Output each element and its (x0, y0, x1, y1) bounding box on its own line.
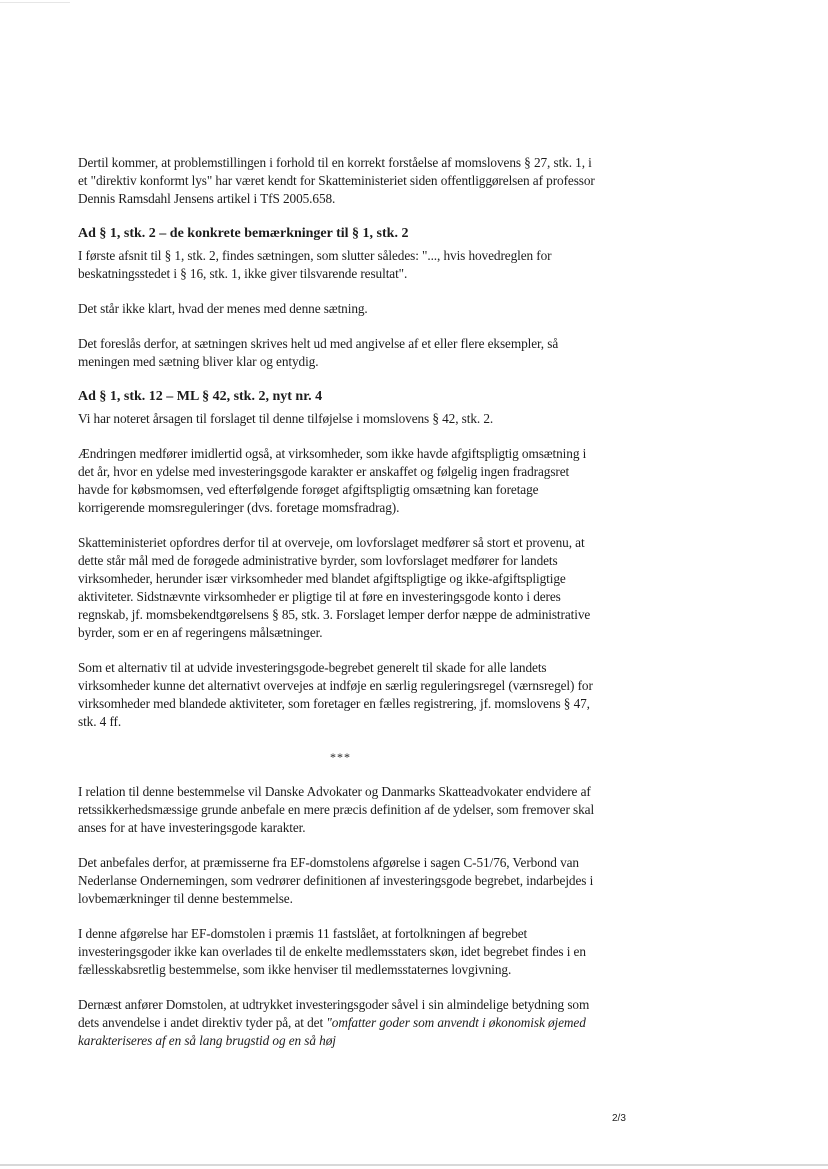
scan-top-edge (0, 2, 70, 3)
paragraph-ministry: Skatteministeriet opfordres derfor til at overveje, om lovforslaget medfører så stort et provenu, at dette står mål med de forøgede administrative byrder, som lovforslaget medfører for landets virksomheder, herunder især virksomheder med blandet afgiftspligtige og ikke-afgiftspligtige aktiviteter. Sidstnævnte virksomheder er pligtige til at føre en investeringsgode konto i deres regnskab, jf. momsbekendtgørelsens § 85, stk. 3. Forslaget lemper derfor næppe de administrative byrder, som er en af regeringens målsætninger. (78, 535, 591, 640)
document-body (78, 154, 603, 1067)
paragraph-change: Ændringen medfører imidlertid også, at virksomheder, som ikke havde afgiftspligtig omsætning i det år, hvor en ydelse med investeringsgode karakter er anskaffet og følgelig ingen fradragsret havde for købsmomsen, ved efterfølgende forøget afgiftspligtig omsætning kan foretage korrigerende momsreguleringer (dvs. foretage momsfradrag). (78, 446, 587, 515)
paragraph-alternative: Som et alternativ til at udvide investeringsgode-begrebet generelt til skade for alle landets virksomheder kunne det alternativt overvejes at indføje en særlig reguleringsregel (værnsregel) for virksomheder med blandede aktiviteter, som foretager en fælles registrering, jf. momslovens § 47, stk. 4 ff. (78, 660, 593, 729)
page-number: 2/3 (612, 1113, 626, 1124)
paragraph-court-quote: "omfatter goder som anvendt i økonomisk øjemed karakteriseres af en så lang brugstid og en så høj (78, 1015, 586, 1048)
section-heading-stk12: Ad § 1, stk. 12 – ML § 42, stk. 2, nyt nr. 4 (78, 389, 323, 404)
paragraph-noted: Vi har noteret årsagen til forslaget til denne tilføjelse i momslovens § 42, stk. 2. (78, 411, 494, 426)
section-heading-stk2: Ad § 1, stk. 2 – de konkrete bemærkninger til § 1, stk. 2 (78, 226, 409, 241)
paragraph-ruling: I denne afgørelse har EF-domstolen i præmis 11 fastslået, at fortolkningen af begrebet investeringsgoder ikke kan overlades til de enkelte medlemsstaters skøn, idet begrebet findes i en fællesskabsretlig bestemmelse, som ikke henviser til medlemsstaternes lovgivning. (78, 926, 586, 977)
paragraph-first-section: I første afsnit til § 1, stk. 2, findes sætningen, som slutter således: "..., hvis hovedreglen for beskatningsstedet i § 16, stk. 1, ikke giver tilsvarende resultat". (78, 248, 552, 281)
paragraph-proposal: Det foreslås derfor, at sætningen skrives helt ud med angivelse af et eller flere eksempler, så meningen med sætning bliver klar og entydig. (78, 336, 559, 369)
section-separator: *** (330, 750, 351, 764)
scan-bottom-edge (0, 1164, 828, 1166)
paragraph-court (78, 996, 603, 1050)
paragraph-unclear: Det står ikke klart, hvad der menes med denne sætning. (78, 301, 368, 316)
paragraph-relation: I relation til denne bestemmelse vil Danske Advokater og Danmarks Skatteadvokater endvidere af retssikkerhedsmæssige grunde anbefale en mere præcis definition af de ydelser, som fremover skal anses for at have investeringsgode karakter. (78, 784, 595, 835)
paragraph-intro: Dertil kommer, at problemstillingen i forhold til en korrekt forståelse af momslovens § 27, stk. 1, i et "direktiv konformt lys" har været kendt for Skatteministeriet siden offentliggørelsen af professor Dennis Ramsdahl Jensens artikel i TfS 2005.658. (78, 155, 595, 206)
paragraph-recommendation: Det anbefales derfor, at præmisserne fra EF-domstolens afgørelse i sagen C-51/76, Verbond van Nederlanse Ondernemingen, som vedrører definitionen af investeringsgode begrebet, indarbejdes i lovbemærkninger til denne bestemmelse. (78, 855, 594, 906)
paragraph-court-plain: Dernæst anfører Domstolen, at udtrykket investeringsgoder såvel i sin almindelige betydning som dets anvendelse i andet direktiv tyder på, at det (78, 997, 590, 1030)
